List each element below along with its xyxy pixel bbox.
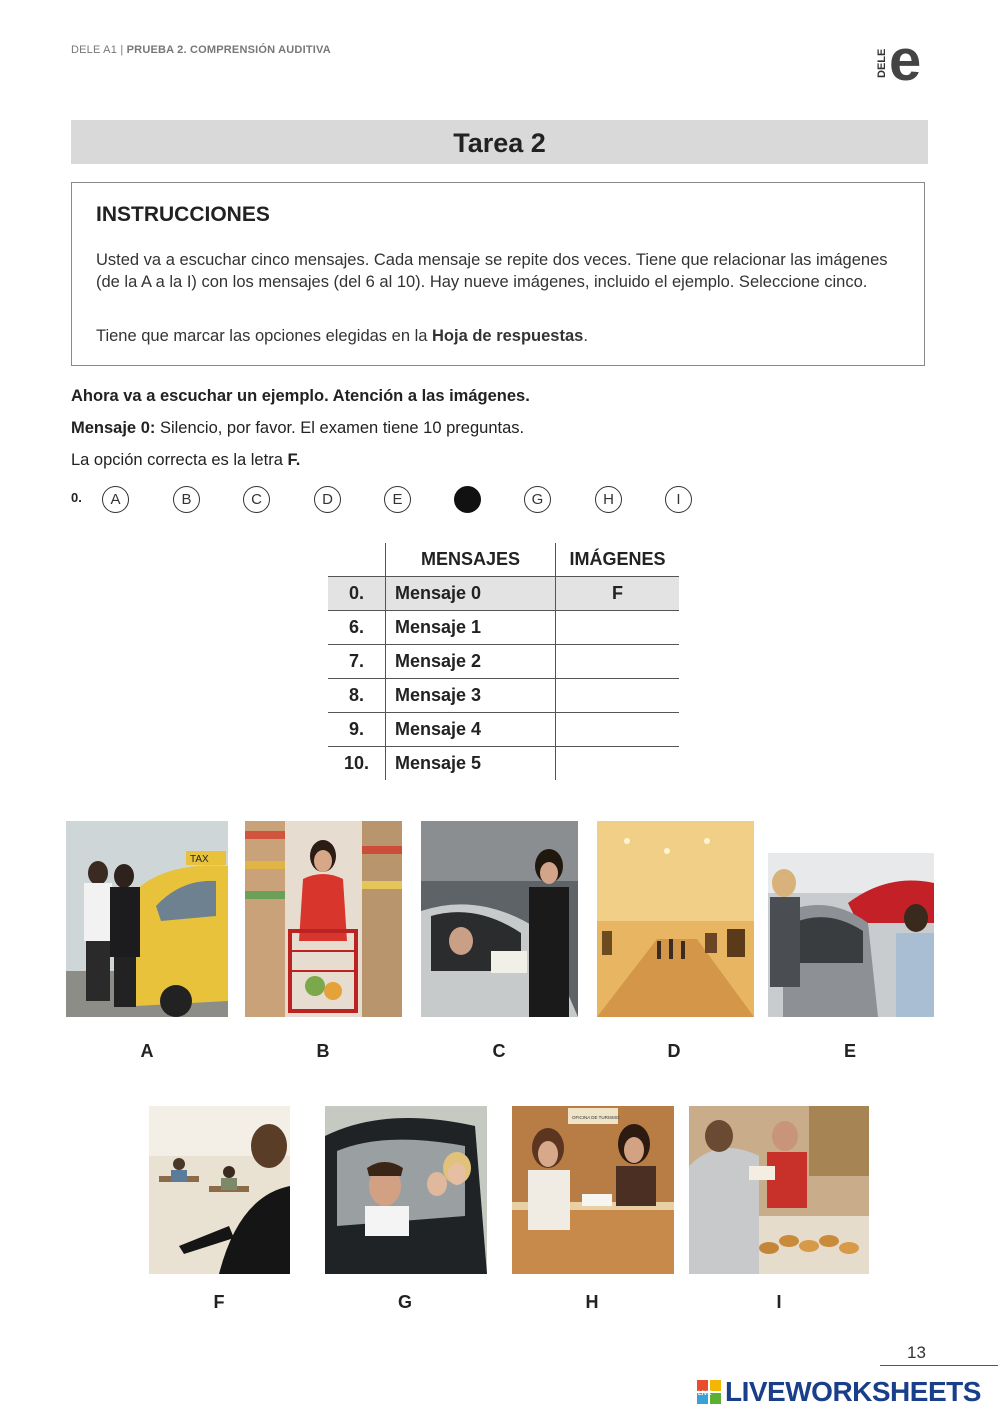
table-row <box>328 747 679 781</box>
note-period: . <box>583 327 588 345</box>
row-number: 10. <box>328 747 386 781</box>
example-answer <box>71 451 300 470</box>
table-row <box>328 679 679 713</box>
photo-e-car-dealer <box>768 853 934 1017</box>
option-bubble-d[interactable]: D <box>314 486 341 513</box>
photo-c-car-directions <box>421 821 578 1017</box>
option-bubble-f-selected[interactable]: F <box>454 486 481 513</box>
image-label-i: I <box>776 1292 782 1312</box>
row-number: 7. <box>328 645 386 679</box>
title-bar <box>71 120 928 164</box>
instructions-paragraph: Usted va a escuchar cinco mensajes. Cada mensaje se repite dos veces. Tiene que relacionar las imágenes (de la A a la I) con los mensajes (del 6 al 10). Hay nueve imágenes, incluido el ejemplo. Seleccione cinco. <box>96 251 888 291</box>
photo-h-tourist-office <box>512 1106 674 1274</box>
row-message: Mensaje 3 <box>386 679 556 713</box>
header-number <box>328 543 386 577</box>
photo-b-supermarket <box>245 821 402 1017</box>
row-message: Mensaje 1 <box>386 611 556 645</box>
table-row <box>328 577 679 611</box>
example-message-label: Mensaje 0: <box>71 419 156 437</box>
table-row <box>328 645 679 679</box>
running-header <box>71 44 331 56</box>
page-number: 13 <box>880 1343 998 1366</box>
row-image-answer-field[interactable] <box>556 611 680 645</box>
messages-table <box>328 543 679 780</box>
row-number: 8. <box>328 679 386 713</box>
row-image-answer-field[interactable] <box>556 679 680 713</box>
instructions-answer-sheet-note <box>96 325 908 347</box>
row-image-answer-field[interactable] <box>556 713 680 747</box>
image-label-c: C <box>492 1041 506 1061</box>
row-number: 6. <box>328 611 386 645</box>
option-bubble-i[interactable]: I <box>665 486 692 513</box>
row-number: 9. <box>328 713 386 747</box>
image-label-b: B <box>316 1041 330 1061</box>
header-level: DELE A1 <box>71 44 118 56</box>
liveworksheets-brand[interactable] <box>697 1376 997 1408</box>
instructions-heading: INSTRUCCIONES <box>96 203 270 226</box>
photo-a-taxi <box>66 821 228 1017</box>
note-text: Tiene que marcar las opciones elegidas en la <box>96 327 433 345</box>
option-bubble-g[interactable]: G <box>524 486 551 513</box>
row-image-answer-field[interactable] <box>556 747 680 781</box>
option-bubble-e[interactable]: E <box>384 486 411 513</box>
table-row <box>328 713 679 747</box>
logo-badge-text: LIVE <box>698 1391 712 1397</box>
logo-letter: e <box>889 34 922 86</box>
answer-sheet-label: Hoja de respuestas <box>432 327 584 345</box>
header-separator: | <box>120 44 124 56</box>
option-bubble-c[interactable]: C <box>243 486 270 513</box>
image-label-h: H <box>585 1292 599 1312</box>
row-image-answer: F <box>556 577 680 611</box>
row-image-answer-field[interactable] <box>556 645 680 679</box>
row-message: Mensaje 0 <box>386 577 556 611</box>
option-bubble-b[interactable]: B <box>173 486 200 513</box>
photo-i-bakery <box>689 1106 869 1274</box>
liveworksheets-wordmark: LIVEWORKSHEETS <box>725 1376 981 1407</box>
image-label-g: G <box>397 1292 412 1312</box>
image-label-e: E <box>843 1041 856 1061</box>
image-label-f: F <box>213 1292 225 1312</box>
header-messages: MENSAJES <box>386 543 556 577</box>
logo-word: DELE <box>876 48 888 78</box>
photo-d-museum <box>597 821 754 1017</box>
office-sign: OFICINA DE TURISMO <box>572 1115 620 1120</box>
example-message-text: Silencio, por favor. El examen tiene 10 preguntas. <box>155 419 525 437</box>
row-message: Mensaje 5 <box>386 747 556 781</box>
example-options <box>71 486 711 516</box>
option-number: 0. <box>71 490 82 505</box>
liveworksheets-logo-icon <box>697 1380 721 1404</box>
dele-logo <box>873 34 933 86</box>
example-message <box>71 419 524 438</box>
image-label-a: A <box>140 1041 154 1061</box>
row-message: Mensaje 2 <box>386 645 556 679</box>
example-answer-text: La opción correcta es la letra <box>71 451 288 469</box>
image-label-d: D <box>667 1041 681 1061</box>
option-bubble-h[interactable]: H <box>595 486 622 513</box>
table-row <box>328 611 679 645</box>
row-number: 0. <box>328 577 386 611</box>
photo-f-exam-room <box>149 1106 290 1274</box>
example-intro: Ahora va a escuchar un ejemplo. Atención a las imágenes. <box>71 387 530 405</box>
table-header-row <box>328 543 679 577</box>
photo-g-family-car <box>325 1106 487 1274</box>
page-title: Tarea 2 <box>453 128 546 158</box>
option-bubble-a[interactable]: A <box>102 486 129 513</box>
instructions-box <box>71 182 925 366</box>
example-answer-letter: F. <box>287 451 301 469</box>
taxi-sign: TAX <box>190 854 209 865</box>
row-message: Mensaje 4 <box>386 713 556 747</box>
header-images: IMÁGENES <box>569 549 666 569</box>
header-section: PRUEBA 2. COMPRENSIÓN AUDITIVA <box>126 44 331 56</box>
